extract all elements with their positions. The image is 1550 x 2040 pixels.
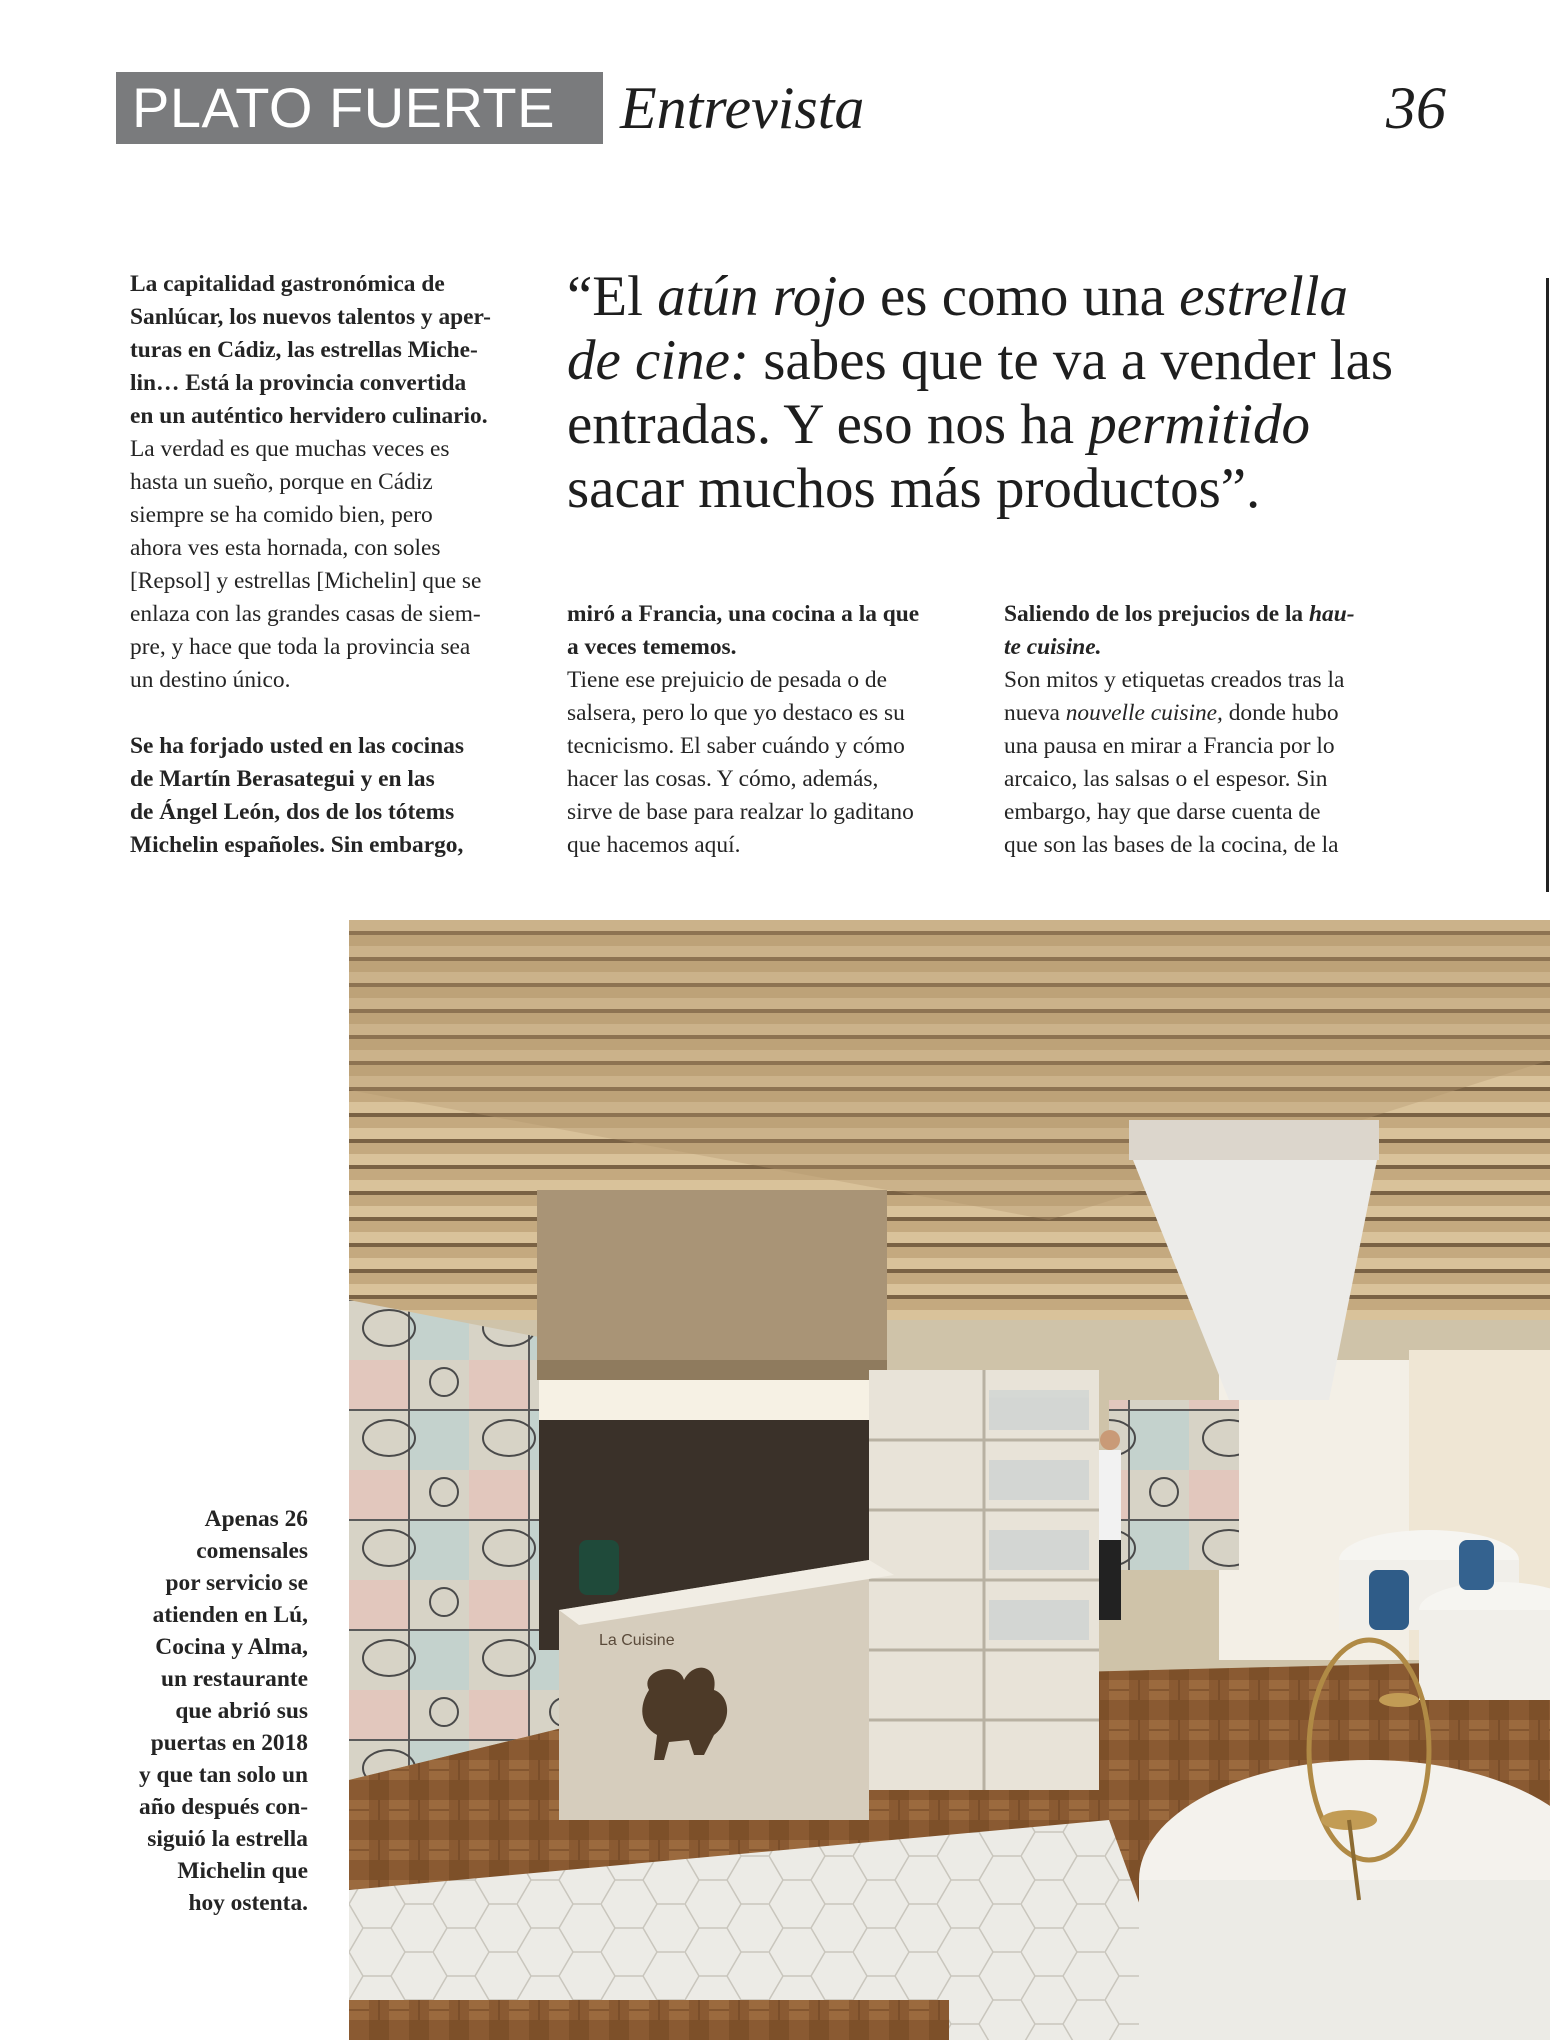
question-line: de Ángel León, dos de los tótems — [130, 799, 455, 825]
pull-quote-italic: estrella de cine: — [567, 265, 1348, 392]
restaurant-photo — [349, 920, 1550, 2040]
answer-line: sirve de base para realzar lo gaditano — [567, 799, 914, 825]
caption-line: Michelin que — [177, 1858, 308, 1884]
pull-quote-text: es como una — [865, 265, 1180, 328]
answer-line: tecnicismo. El saber cuándo y cómo — [567, 733, 905, 759]
question-italic: te cuisine. — [1004, 634, 1102, 660]
answer-line — [1004, 697, 1404, 730]
caption-line: un restaurante — [160, 1666, 308, 1692]
caption-line: Apenas 26 — [204, 1506, 308, 1532]
answer-line: que son las bases de la cocina, de la — [1004, 832, 1339, 858]
question-italic: hau- — [1308, 601, 1355, 627]
pull-quote — [567, 265, 1397, 521]
answer-text: nueva — [1004, 700, 1066, 726]
answer-line: ahora ves esta hornada, con soles — [130, 535, 441, 561]
answer-italic: nouvelle cuisine, — [1065, 700, 1223, 726]
caption-line: Cocina y Alma, — [155, 1634, 308, 1660]
caption-line: comensales — [196, 1538, 308, 1564]
body-column-2 — [567, 598, 977, 862]
caption-line: por servicio se — [165, 1570, 308, 1596]
restaurant-illustration — [349, 920, 1550, 2040]
question-line: Michelin españoles. Sin embargo, — [130, 832, 464, 858]
caption-line: siguió la estrella — [147, 1826, 308, 1852]
caption-line: puertas en 2018 — [150, 1730, 308, 1756]
answer-line: una pausa en mirar a Francia por lo — [1004, 733, 1335, 759]
caption-line: año después con- — [139, 1794, 308, 1820]
answer-line: hasta un sueño, porque en Cádiz — [130, 469, 433, 495]
vertical-rule — [1546, 278, 1549, 892]
answer-line: arcaico, las salsas o el espesor. Sin — [1004, 766, 1328, 792]
question-line: de Martín Berasategui y en las — [130, 766, 435, 792]
body-column-3 — [1004, 598, 1404, 862]
question-line: en un auténtico hervidero culinario. — [130, 403, 488, 429]
question-line: a veces tememos. — [567, 634, 737, 660]
answer-line: un destino único. — [130, 667, 291, 693]
question-line: lin… Está la provincia convertida — [130, 370, 467, 396]
section-subtitle: Entrevista — [620, 75, 865, 141]
answer-line: Son mitos y etiquetas creados tras la — [1004, 667, 1345, 693]
question-line: turas en Cádiz, las estrellas Miche- — [130, 337, 478, 363]
question-line: Se ha forjado usted en las cocinas — [130, 733, 464, 759]
question-line: Sanlúcar, los nuevos talentos y aper- — [130, 304, 491, 330]
pull-quote-text: sacar muchos más productos”. — [567, 457, 1261, 520]
question-line: miró a Francia, una cocina a la que — [567, 601, 920, 627]
answer-line: embargo, hay que darse cuenta de — [1004, 799, 1321, 825]
caption-line: atienden en Lú, — [152, 1602, 308, 1628]
question-line: La capitalidad gastronómica de — [130, 271, 445, 297]
section-tag: PLATO FUERTE — [116, 72, 603, 144]
answer-line: siempre se ha comido bien, pero — [130, 502, 433, 528]
question-text: Saliendo de los prejucios de la — [1004, 601, 1309, 627]
page-number: 36 — [1386, 75, 1446, 141]
answer-line: La verdad es que muchas veces es — [130, 436, 450, 462]
question-line — [1004, 598, 1404, 631]
caption-line: hoy ostenta. — [188, 1890, 308, 1916]
answer-line: que hacemos aquí. — [567, 832, 741, 858]
question-line — [1004, 631, 1404, 664]
caption-line: que abrió sus — [175, 1698, 308, 1724]
pull-quote-italic: atún rojo — [657, 265, 866, 328]
answer-line: salsera, pero lo que yo destaco es su — [567, 700, 905, 726]
answer-line: pre, y hace que toda la provincia sea — [130, 634, 471, 660]
counter-sign: La Cuisine — [599, 1632, 675, 1649]
answer-text: donde hubo — [1222, 700, 1339, 726]
pull-quote-text: sabes que te va a vender las entradas. Y eso nos ha — [567, 329, 1394, 456]
caption-line: y que tan solo un — [139, 1762, 308, 1788]
pull-quote-italic: permitido — [1088, 393, 1310, 456]
answer-line: enlaza con las grandes casas de siem- — [130, 601, 481, 627]
photo-caption — [118, 1503, 308, 1919]
answer-line: Tiene ese prejuicio de pesada o de — [567, 667, 887, 693]
pull-quote-text: “El — [567, 265, 658, 328]
body-column-1 — [130, 268, 530, 862]
answer-line: [Repsol] y estrellas [Michelin] que se — [130, 568, 482, 594]
answer-line: hacer las cosas. Y cómo, además, — [567, 766, 879, 792]
